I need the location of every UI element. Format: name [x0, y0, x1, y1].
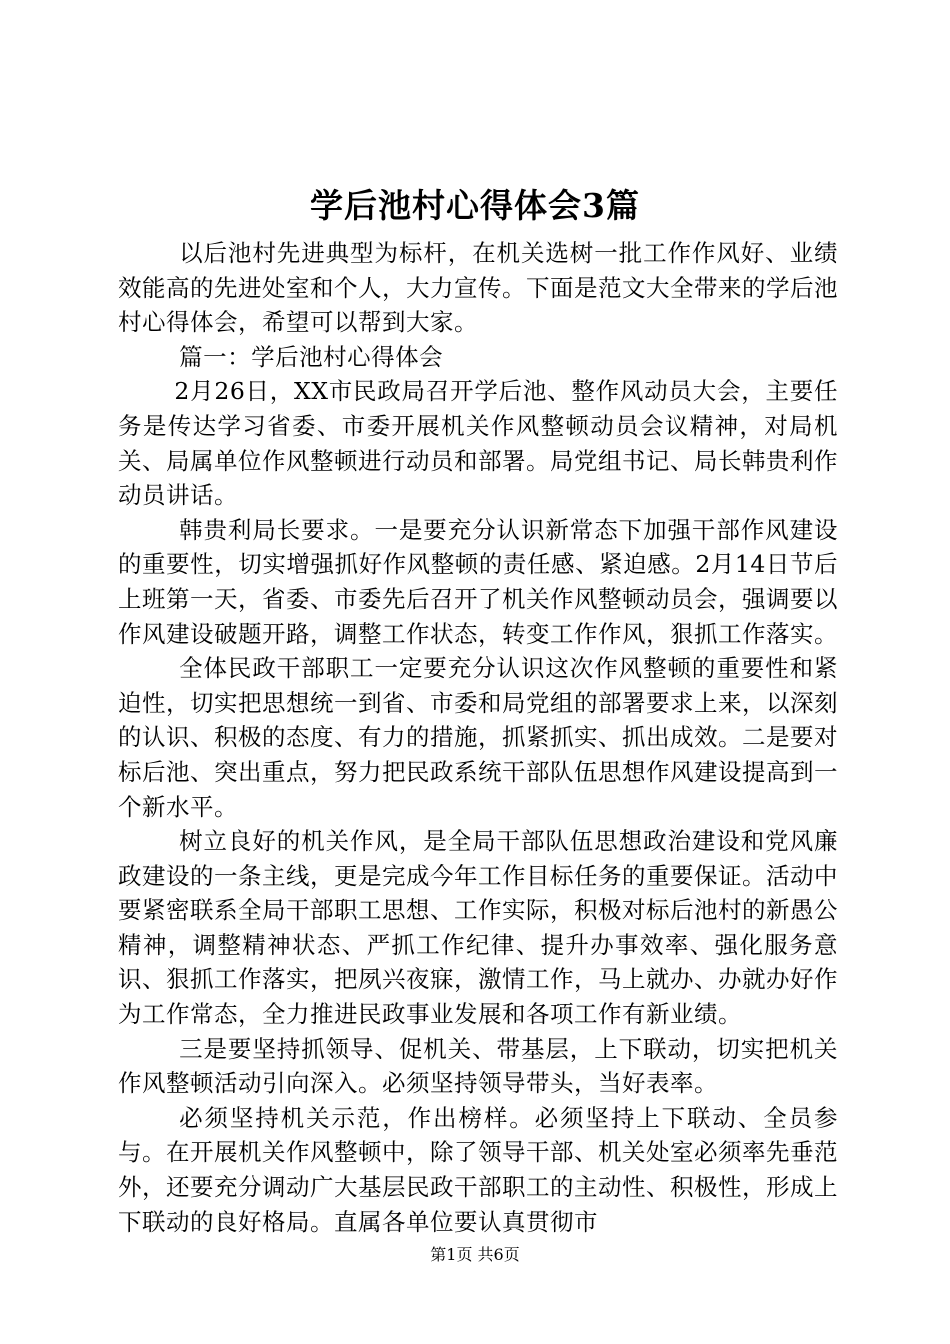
- paragraph-requirement-one: 韩贵利局长要求。一是要充分认识新常态下加强干部作风建设的重要性，切实增强抓好作风整顿的责任感、紧迫感。2月14日节后上班第一天，省委、市委先后召开了机关作风整顿动员会，强调要以作风建设破题开路，调整工作状态，转变工作作风，狠抓工作落实。: [118, 515, 838, 648]
- paragraph-requirement-three: 三是要坚持抓领导、促机关、带基层，上下联动，切实把机关作风整顿活动引向深入。必须坚持领导带头，当好表率。: [118, 1034, 838, 1098]
- paragraph-requirement-two: 全体民政干部职工一定要充分认识这次作风整顿的重要性和紧迫性，切实把思想统一到省、市委和局党组的部署要求上来，以深刻的认识、积极的态度、有力的措施，抓紧抓实、抓出成效。二是要对标后池、突出重点，努力把民政系统干部队伍思想作风建设提高到一个新水平。: [118, 654, 838, 821]
- section-heading: 篇一：学后池村心得体会: [179, 342, 444, 371]
- paragraph-meeting: 2月26日，XX市民政局召开学后池、整作风动员大会，主要任务是传达学习省委、市委开展机关作风整顿动员会议精神，对局机关、局属单位作风整顿进行动员和部署。局党组书记、局长韩贵利作动员讲话。: [118, 377, 838, 510]
- document-title: 学后池村心得体会3篇: [310, 186, 640, 225]
- paragraph-intro: 以后池村先进典型为标杆，在机关选树一批工作作风好、业绩效能高的先进处室和个人，大力宣传。下面是范文大全带来的学后池村心得体会，希望可以帮到大家。: [118, 239, 838, 337]
- paragraph-work-style: 树立良好的机关作风，是全局干部队伍思想政治建设和党风廉政建设的一条主线，更是完成今年工作目标任务的重要保证。活动中要紧密联系全局干部职工思想、工作实际，积极对标后池村的新愚公精神，调整精神状态、严抓工作纪律、提升办事效率、强化服务意识、狠抓工作落实，把夙兴夜寐，激情工作，马上就办、办就办好作为工作常态，全力推进民政事业发展和各项工作有新业绩。: [118, 827, 838, 1029]
- document-body: [118, 236, 838, 1239]
- paragraph-demonstration: 必须坚持机关示范，作出榜样。必须坚持上下联动、全员参与。在开展机关作风整顿中，除了领导干部、机关处室必须率先垂范外，还要充分调动广大基层民政干部职工的主动性、积极性，形成上下联动的良好格局。直属各单位要认真贯彻市: [118, 1103, 838, 1236]
- page-number-footer: 第1页 共6页: [430, 1245, 520, 1264]
